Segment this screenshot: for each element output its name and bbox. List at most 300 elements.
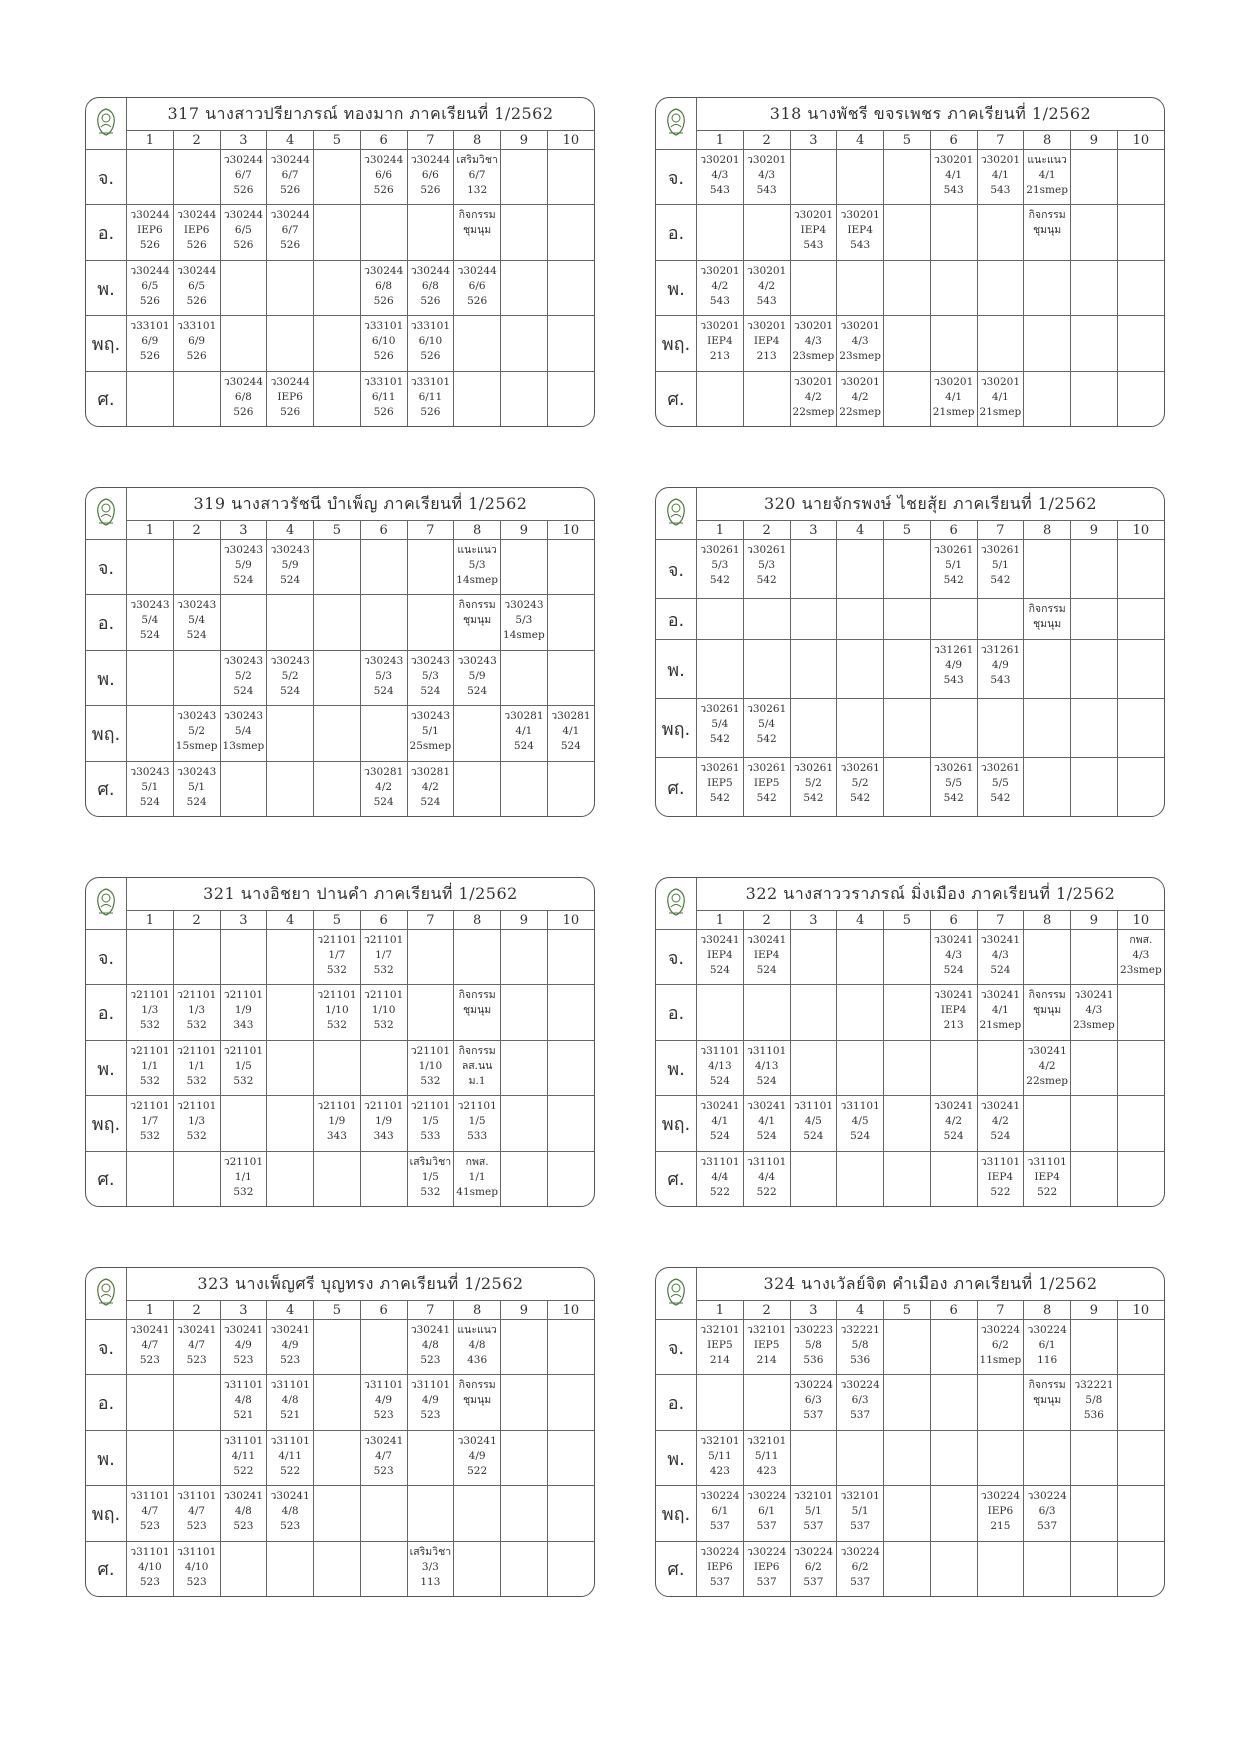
cell-line: 6/9	[141, 335, 159, 348]
cell-line: 6/1	[1038, 1339, 1056, 1351]
schedule-cell	[1024, 639, 1071, 698]
course-code: ว30241	[980, 1100, 1021, 1113]
schedule-cell	[267, 706, 314, 761]
schedule-cell	[314, 985, 361, 1040]
course-code: ว31101	[840, 1100, 880, 1113]
schedule-cell	[977, 371, 1024, 426]
cell-line: 526	[420, 405, 441, 418]
day-row	[656, 639, 1164, 698]
cell-line: 4/3	[945, 949, 963, 961]
day-row	[86, 930, 594, 985]
schedule-cell	[884, 930, 931, 985]
schedule-cell	[454, 595, 501, 650]
cell-line: 524	[420, 795, 441, 808]
period-number: 6	[360, 1301, 407, 1320]
course-code: ว32101	[793, 1490, 834, 1503]
cell-line: 524	[709, 1130, 730, 1143]
cell-line: 526	[139, 294, 160, 307]
cell-line: 6/11	[418, 390, 443, 403]
cell-line: 542	[990, 574, 1011, 586]
schedule-cell	[930, 985, 977, 1040]
schedule-cell	[314, 1486, 361, 1541]
cell-line: 5/3	[711, 559, 729, 571]
schedule-cell	[743, 930, 790, 985]
day-label: ศ.	[656, 371, 697, 426]
schedule-cell	[127, 540, 174, 595]
cell-line: 6/7	[281, 224, 299, 237]
day-row	[656, 1096, 1164, 1151]
period-number: 10	[547, 911, 594, 930]
course-code: กิจกรรม	[1028, 209, 1066, 222]
schedule-cell	[501, 761, 548, 816]
timetable-card	[85, 97, 595, 427]
cell-line: 4/1	[711, 1115, 729, 1128]
course-code: ว30224	[1027, 1324, 1067, 1336]
cell-line: 4/9	[991, 658, 1009, 671]
cell-line: 4/8	[421, 1339, 439, 1351]
course-code: ว30244	[270, 154, 310, 166]
course-code: ว30241	[980, 989, 1021, 1002]
course-code: ว30201	[700, 264, 740, 277]
course-code: ว33101	[410, 320, 451, 333]
schedule-cell	[743, 758, 790, 816]
schedule-cell	[454, 260, 501, 315]
course-code: ว31101	[270, 1434, 310, 1447]
schedule-cell	[930, 260, 977, 315]
schedule-cell	[697, 260, 744, 315]
school-seal-icon	[656, 878, 697, 930]
course-code: ว30241	[223, 1324, 264, 1336]
cell-line: 1/9	[328, 1115, 346, 1128]
card-title: 322 นางสาววราภรณ์ มิ่งเมือง ภาคเรียนที่ 1/2562	[697, 878, 1165, 911]
cell-line: IEP4	[987, 1170, 1014, 1183]
schedule-cell	[547, 1040, 594, 1095]
cell-line: 5/2	[804, 777, 822, 790]
cell-line: 5/5	[991, 777, 1009, 790]
schedule-cell	[1117, 260, 1164, 315]
cell-line: 4/7	[188, 1505, 206, 1518]
day-label: อ.	[86, 205, 127, 260]
course-code: ว30281	[410, 765, 451, 778]
cell-line: 526	[233, 239, 254, 252]
course-code: ว30201	[700, 154, 740, 166]
course-code: ว21101	[176, 989, 217, 1002]
schedule-cell	[501, 205, 548, 260]
schedule-cell	[930, 150, 977, 205]
day-row	[656, 260, 1164, 315]
course-code: ว30201	[933, 154, 974, 166]
cell-line: 11smep	[979, 1354, 1022, 1366]
schedule-cell	[173, 1541, 220, 1596]
course-code: ว32101	[700, 1324, 740, 1336]
cell-line: 532	[186, 1130, 207, 1143]
schedule-cell	[697, 599, 744, 640]
schedule-cell	[360, 1040, 407, 1095]
schedule-cell	[837, 1040, 884, 1095]
course-code: ว30244	[130, 264, 170, 277]
cell-line: 6/8	[421, 279, 439, 292]
schedule-cell	[977, 639, 1024, 698]
period-number: 2	[173, 521, 220, 540]
course-code: ว30241	[933, 989, 974, 1002]
course-code: ว30224	[793, 1379, 834, 1392]
day-row	[86, 650, 594, 705]
schedule-cell	[127, 371, 174, 426]
period-number: 6	[360, 911, 407, 930]
course-code: ว30243	[130, 765, 170, 778]
period-number: 10	[547, 521, 594, 540]
schedule-cell	[977, 1375, 1024, 1430]
schedule-cell	[454, 1096, 501, 1151]
course-code: ว30201	[840, 209, 880, 222]
cell-line: 524	[139, 629, 160, 642]
schedule-cell	[360, 985, 407, 1040]
day-label: พฤ.	[656, 699, 697, 758]
cell-line: 524	[943, 964, 964, 976]
course-code: ว30281	[551, 710, 591, 723]
course-code: ว30243	[363, 654, 404, 667]
school-seal-icon	[86, 878, 127, 930]
schedule-cell	[360, 1430, 407, 1485]
school-seal-icon	[86, 1268, 127, 1320]
course-code: ว30201	[746, 264, 787, 277]
schedule-cell	[837, 930, 884, 985]
course-code: ว32101	[746, 1434, 787, 1447]
cell-line: 6/2	[851, 1560, 869, 1573]
cell-line: IEP6	[987, 1505, 1014, 1518]
course-code: ว31101	[270, 1379, 310, 1392]
schedule-cell	[407, 1430, 454, 1485]
course-code: ว30201	[980, 375, 1021, 388]
schedule-cell	[407, 1096, 454, 1151]
period-number: 5	[314, 1301, 361, 1320]
day-row	[656, 1430, 1164, 1485]
cell-line: 524	[990, 964, 1011, 976]
period-number: 2	[743, 521, 790, 540]
card-title: 318 นางพัชรี ขจรเพชร ภาคเรียนที่ 1/2562	[697, 98, 1165, 131]
period-number: 6	[360, 521, 407, 540]
period-number: 9	[501, 1301, 548, 1320]
course-code: ว30241	[746, 934, 787, 946]
school-seal-icon	[656, 488, 697, 540]
cell-line: 526	[280, 184, 301, 196]
course-code: ว21101	[130, 989, 170, 1002]
course-code: ว30201	[793, 209, 834, 222]
cell-line: 213	[943, 1019, 964, 1032]
schedule-cell	[127, 1430, 174, 1485]
cell-line: 524	[709, 1074, 730, 1087]
course-code: เสริมวิชา	[456, 154, 498, 166]
cell-line: 14smep	[456, 574, 498, 586]
schedule-cell	[360, 316, 407, 371]
course-code: ว30244	[410, 264, 451, 277]
schedule-cell	[790, 1096, 837, 1151]
period-number: 4	[267, 911, 314, 930]
course-code: ว21101	[223, 1155, 264, 1168]
course-code: ว32221	[840, 1324, 880, 1336]
schedule-cell	[837, 639, 884, 698]
schedule-cell	[454, 706, 501, 761]
cell-line: 524	[756, 1130, 777, 1143]
course-code: ว31101	[793, 1100, 834, 1113]
schedule-cell	[743, 316, 790, 371]
schedule-cell	[743, 985, 790, 1040]
schedule-cell	[501, 1040, 548, 1095]
course-code: ว30243	[410, 654, 451, 667]
cell-line: 5/8	[851, 1339, 869, 1351]
cell-line: 5/1	[804, 1505, 822, 1518]
cell-line: 23smep	[1073, 1019, 1115, 1032]
schedule-cell	[407, 205, 454, 260]
schedule-cell	[407, 930, 454, 985]
course-code: กิจกรรม	[1028, 989, 1066, 1002]
cell-line: 4/10	[184, 1560, 209, 1573]
cell-line: 4/5	[804, 1115, 822, 1128]
period-number: 3	[790, 1301, 837, 1320]
day-row	[86, 1151, 594, 1206]
cell-line: 543	[990, 673, 1011, 686]
schedule-cell	[173, 930, 220, 985]
course-code: ว30201	[793, 320, 834, 333]
schedule-cell	[977, 1541, 1024, 1596]
period-number: 3	[220, 131, 267, 150]
schedule-cell	[173, 1096, 220, 1151]
cell-line: 524	[943, 1130, 964, 1143]
cell-line: 4/9	[468, 1449, 486, 1462]
course-code: ว30201	[980, 154, 1021, 166]
cell-line: 4/3	[1132, 949, 1150, 961]
cell-line: 526	[373, 184, 394, 196]
course-code: ว30261	[933, 544, 974, 556]
schedule-cell	[1071, 985, 1118, 1040]
schedule-cell	[837, 1430, 884, 1485]
cell-line: 543	[943, 184, 964, 196]
schedule-cell	[743, 1320, 790, 1375]
schedule-cell	[697, 1151, 744, 1206]
cell-line: 6/6	[421, 169, 439, 181]
cell-line: 3/3	[421, 1560, 439, 1573]
cell-line: 523	[186, 1520, 207, 1533]
schedule-cell	[547, 706, 594, 761]
course-code: ว21101	[363, 934, 404, 946]
period-number: 1	[127, 1301, 174, 1320]
course-code: ว31261	[980, 643, 1021, 656]
schedule-cell	[173, 316, 220, 371]
schedule-cell	[501, 1486, 548, 1541]
schedule-cell	[173, 150, 220, 205]
cell-line: 5/4	[234, 725, 252, 738]
course-code: ว31101	[746, 1044, 787, 1057]
schedule-cell	[930, 371, 977, 426]
schedule-cell	[501, 985, 548, 1040]
day-label: พฤ.	[656, 1096, 697, 1151]
schedule-cell	[547, 985, 594, 1040]
schedule-cell	[173, 650, 220, 705]
cell-line: 213	[756, 350, 777, 363]
schedule-cell	[930, 316, 977, 371]
schedule-cell	[407, 540, 454, 595]
card-title: 321 นางอิชยา ปานคำ ภาคเรียนที่ 1/2562	[127, 878, 595, 911]
cell-line: 423	[709, 1464, 730, 1477]
schedule-cell	[977, 205, 1024, 260]
day-row	[86, 1486, 594, 1541]
schedule-cell	[454, 1320, 501, 1375]
period-number: 10	[547, 131, 594, 150]
course-code: ว21101	[223, 989, 264, 1002]
period-number: 5	[314, 521, 361, 540]
schedule-cell	[314, 1320, 361, 1375]
schedule-cell	[790, 699, 837, 758]
schedule-cell	[547, 1541, 594, 1596]
cell-line: 4/1	[515, 725, 533, 738]
cell-line: 5/11	[708, 1449, 732, 1462]
schedule-cell	[1117, 639, 1164, 698]
period-number: 8	[1024, 1301, 1071, 1320]
timetable-grid	[656, 878, 1164, 1206]
cell-line: IEP4	[847, 224, 873, 237]
schedule-cell	[501, 540, 548, 595]
period-number: 1	[697, 1301, 744, 1320]
schedule-cell	[267, 930, 314, 985]
timetable-card	[85, 1267, 595, 1597]
cell-line: 526	[139, 239, 160, 252]
schedule-cell	[1117, 985, 1164, 1040]
schedule-cell	[697, 205, 744, 260]
course-code: ว30201	[746, 154, 787, 166]
cell-line: 524	[186, 629, 207, 642]
cell-line: 5/1	[945, 559, 963, 571]
period-number: 1	[127, 911, 174, 930]
schedule-cell	[314, 650, 361, 705]
schedule-cell	[501, 1375, 548, 1430]
cell-line: 526	[373, 294, 394, 307]
cell-line: 6/7	[234, 169, 252, 181]
schedule-cell	[930, 639, 977, 698]
cell-line: 5/3	[515, 614, 533, 627]
course-code: กิจกรรม	[1028, 603, 1066, 616]
schedule-cell	[790, 1375, 837, 1430]
cell-line: 542	[943, 792, 964, 805]
course-code: ว30243	[176, 710, 217, 723]
schedule-cell	[977, 1040, 1024, 1095]
course-code: ว30241	[1074, 989, 1114, 1002]
schedule-cell	[407, 1375, 454, 1430]
schedule-cell	[790, 1541, 837, 1596]
cell-line: 5/2	[281, 669, 299, 682]
period-number: 9	[1071, 1301, 1118, 1320]
schedule-cell	[407, 371, 454, 426]
period-number: 3	[220, 911, 267, 930]
course-code: ว30244	[176, 209, 217, 222]
cell-line: 4/8	[281, 1394, 299, 1407]
schedule-cell	[1024, 540, 1071, 599]
course-code: กิจกรรม	[458, 1044, 496, 1057]
schedule-cell	[501, 1430, 548, 1485]
day-label: จ.	[656, 1320, 697, 1375]
schedule-cell	[930, 1320, 977, 1375]
cell-line: 21smep	[979, 405, 1022, 418]
schedule-cell	[1117, 1151, 1164, 1206]
day-label: อ.	[86, 595, 127, 650]
schedule-cell	[930, 599, 977, 640]
period-number: 5	[884, 521, 931, 540]
schedule-cell	[314, 1096, 361, 1151]
schedule-cell	[220, 761, 267, 816]
period-number: 4	[837, 911, 884, 930]
schedule-cell	[547, 1486, 594, 1541]
day-row	[86, 1375, 594, 1430]
cell-line: 15smep	[175, 740, 218, 753]
day-label: พ.	[86, 650, 127, 705]
course-code: ว33101	[410, 375, 451, 388]
day-row	[86, 1040, 594, 1095]
schedule-cell	[790, 205, 837, 260]
period-number: 5	[884, 131, 931, 150]
schedule-cell	[837, 150, 884, 205]
cell-line: 4/8	[468, 1339, 486, 1351]
course-code: ว30244	[223, 209, 264, 222]
schedule-cell	[127, 1541, 174, 1596]
schedule-cell	[220, 985, 267, 1040]
cell-line: 213	[709, 350, 730, 363]
course-code: ว30243	[270, 654, 310, 667]
cell-line: 532	[326, 964, 347, 976]
course-code: ว30243	[410, 710, 451, 723]
cell-line: 523	[139, 1354, 160, 1366]
schedule-cell	[977, 150, 1024, 205]
cell-line: IEP6	[277, 390, 303, 403]
schedule-cell	[930, 1486, 977, 1541]
day-label: อ.	[656, 1375, 697, 1430]
period-number: 8	[454, 131, 501, 150]
cell-line: 4/1	[1038, 169, 1056, 181]
schedule-cell	[267, 650, 314, 705]
cell-line: 522	[709, 1185, 730, 1198]
schedule-cell	[173, 1320, 220, 1375]
period-number: 4	[267, 1301, 314, 1320]
course-code: ว30243	[457, 654, 497, 667]
day-row	[86, 706, 594, 761]
timetable-grid	[86, 98, 594, 426]
schedule-cell	[173, 1040, 220, 1095]
timetable-grid	[86, 1268, 594, 1596]
cell-line: 4/2	[1038, 1059, 1056, 1072]
schedule-cell	[127, 316, 174, 371]
period-number: 5	[884, 911, 931, 930]
schedule-cell	[1024, 1486, 1071, 1541]
schedule-cell	[743, 540, 790, 599]
cell-line: 6/9	[188, 335, 206, 348]
cell-line: 4/2	[851, 390, 869, 403]
timetable-card	[85, 877, 595, 1207]
schedule-cell	[314, 761, 361, 816]
cell-line: 542	[709, 574, 730, 586]
cell-line: 524	[990, 1130, 1011, 1143]
cell-line: 526	[373, 405, 394, 418]
schedule-cell	[454, 761, 501, 816]
course-code: ว31101	[223, 1434, 264, 1447]
schedule-cell	[547, 316, 594, 371]
cell-line: 532	[139, 1019, 160, 1032]
cell-line: 537	[709, 1575, 730, 1588]
course-code: ว30201	[793, 375, 834, 388]
schedule-cell	[1024, 260, 1071, 315]
cell-line: 526	[186, 239, 207, 252]
schedule-cell	[127, 1096, 174, 1151]
schedule-cell	[360, 1320, 407, 1375]
schedule-cell	[884, 260, 931, 315]
cell-line: 521	[280, 1409, 301, 1422]
